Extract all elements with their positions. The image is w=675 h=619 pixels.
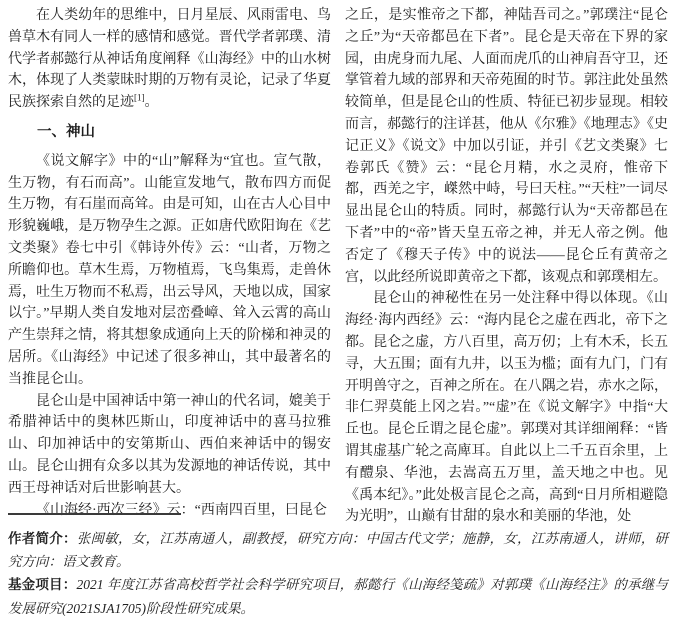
left-column bbox=[8, 5, 331, 528]
fund-project-text: 2021 年度江苏省高校哲学社会科学研究项目，郝懿行《山海经笺疏》对郭璞《山海经注》的承继与发展研究(2021SJA1705)阶段性研究成果。 bbox=[8, 577, 668, 616]
right-column bbox=[345, 5, 668, 528]
paragraph-xicisanjing-quote-start: 《山海经·西次三经》云：“西南四百里，曰昆仑 bbox=[36, 502, 327, 518]
author-bio-label: 作者简介： bbox=[8, 531, 77, 546]
paragraph-kunlun-didu: 之丘，是实惟帝之下都，神陆吾司之。”郭璞注“昆仑之丘”为“天帝都邑在下者”。昆仑是天帝在下界的家园，由虎身而九尾、人面而虎爪的山神肩吾守卫，还掌管着九域的部界和天帝苑囿的时节。郭注此处虽然较简单，但是昆仑山的性质、特征已初步显现。相较而言，郝懿行的注详甚，他从《尔雅》《地理志》《史记正义》《说文》中加以引证，并引《艺文类聚》七卷郭氏《赞》云：“昆仑月精，水之灵府，惟帝下都，西羌之宇，嵥然中峙，号曰天柱。”“天柱”一词尽显出昆仑山的特质。同时，郝懿行认为“天帝都邑在下者”中的“帝”皆天皇五帝之神，并无人帝之例。他否定了《穆天子传》中的说法——昆仑丘有黄帝之宫，以此经所说即黄帝之下都，该观点和郭璞相左。 bbox=[345, 8, 668, 285]
fund-project-label: 基金项目： bbox=[8, 577, 77, 593]
intro-paragraph-text: 在人类幼年的思维中，日月星辰、风雨雷电、鸟兽草木有同人一样的感情和感觉。晋代学者郭璞、清代学者郝懿行从神话角度阐释《山海经》中的山水树木，体现了人类蒙昧时期的万物有灵论，记录了华夏民族探索自然的足迹 bbox=[8, 8, 331, 111]
paragraph-shuowen-mountain: 《说文解字》中的“山”解释为“宜也。宣气散，生万物，有石而高”。山能宣发地气，散布四方而促生万物，有石崖而高耸。由是可知，山在古人心目中形貌巍峨，是万物孕生之源。正如唐代欧阳询在《艺文类聚》卷七中引《韩诗外传》云：“山者，万物之所瞻仰也。草木生焉，万物植焉，飞鸟集焉，走兽休焉，吐生万物而不私焉，出云导风，天地以成，国家以宁。”早期人类自发地对层峦叠嶂、耸入云霄的高山产生崇拜之情，将其想象成通向上天的阶梯和神灵的居所。《山海经》中记述了很多神山，其中最著名的当推昆仑山。 bbox=[8, 153, 331, 387]
author-bio-note bbox=[8, 527, 668, 573]
paragraph-kunlun-intro: 昆仑山是中国神话中第一神山的代名词，媲美于希腊神话中的奥林匹斯山，印度神话中的喜马拉雅山、印加神话中的安第斯山、西伯来神话中的锡安山。昆仑山拥有众多以其为发源地的神话传说，其中西王母神话对后世影响甚大。 bbox=[8, 393, 331, 496]
footnote-divider bbox=[8, 513, 181, 515]
paragraph-kunlun-mystery: 昆仑山的神秘性在另一处注释中得以体现。《山海经·海内西经》云：“海内昆仑之虚在西北，帝下之都。昆仑之虚，方八百里，高万仞；上有木禾，长五寻，大五围；面有九井，以玉为槛；面有九门，门有开明兽守之，百神之所在。在八隅之岩，赤水之际，非仁羿莫能上冈之岩。”“虚”在《说文解字》中指“大丘也。昆仑丘谓之昆仑虚”。郭璞对其详细阐释：“皆谓其虚基广轮之高庳耳。自此以上二千五百余里，上有醴泉、华池，去嵩高五万里，盖天地之中也。见《禹本纪》。”此处极言昆仑之高，高到“日月所相避隐为光明”，山巅有甘甜的泉水和美丽的华池，处 bbox=[345, 291, 668, 525]
author-bio-text: 张闽敏，女，江苏南通人，副教授，研究方向：中国古代文学；施静，女，江苏南通人，讲师，研究方向：语文教育。 bbox=[8, 531, 669, 570]
intro-paragraph bbox=[8, 5, 331, 114]
intro-paragraph-tail: 。 bbox=[144, 95, 159, 111]
footnote-ref-1: [1] bbox=[134, 92, 145, 103]
fund-project-note bbox=[8, 573, 668, 619]
article-body bbox=[8, 5, 668, 528]
footnotes-block bbox=[8, 527, 668, 619]
section-heading-shenshan: 一、神山 bbox=[37, 123, 95, 140]
